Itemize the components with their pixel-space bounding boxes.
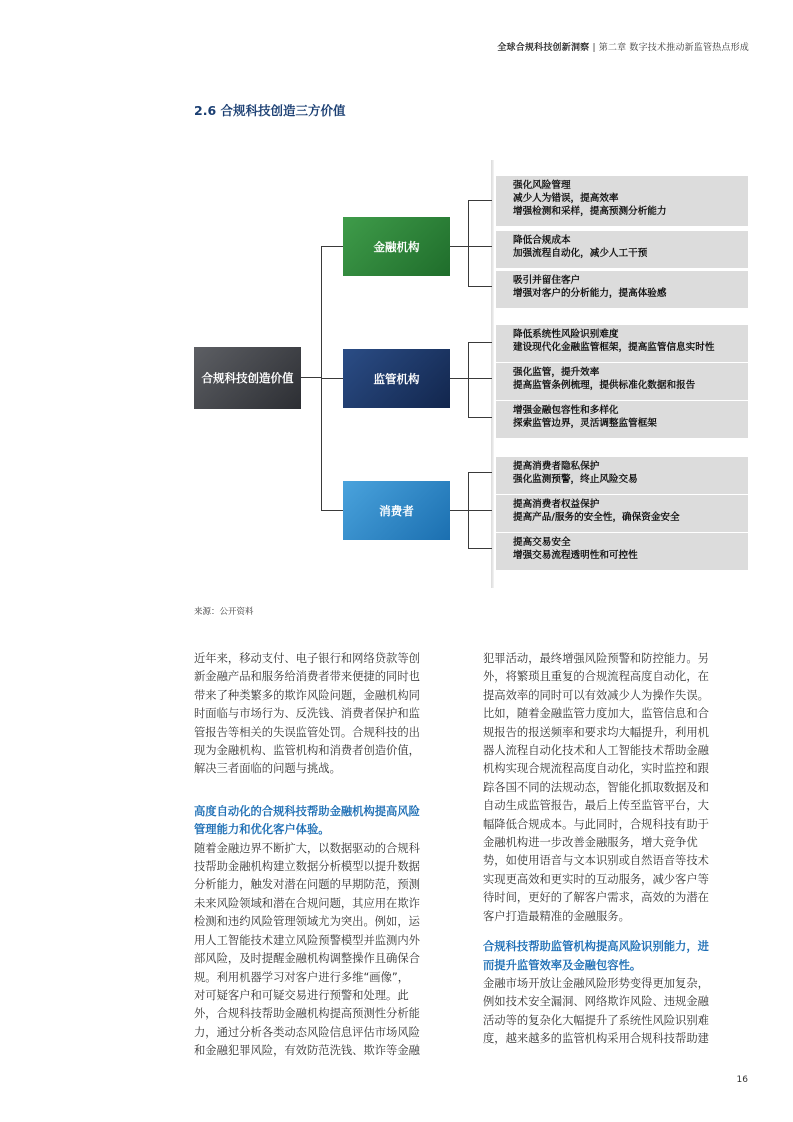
- paragraph: 近年来，移动支付、电子银行和网络贷款等创 新金融产品和服务给消费者带来便捷的同时也 带来了种类繁多的欺诈风险问题，金融机构同 时面临与市场行为、反洗钱、消费者保护和监 管报告等相关的失误监管处罚。合规科技的出 现为金融机构、监管机构和消费者创造价值， 解决三者面临的问题与挑战。: [194, 652, 420, 776]
- item-line: 提高交易安全: [513, 537, 571, 548]
- chapter-title: 第二章 数字技术推动新监管热点形成: [598, 43, 749, 53]
- item-line: 降低系统性风险识别难度: [513, 329, 619, 340]
- item-line: 加强流程自动化，减少人工干预: [513, 248, 648, 259]
- connector: [468, 548, 492, 549]
- item-line: 建设现代化金融监管框架，提高监管信息实时性: [513, 342, 715, 353]
- item-line: 吸引并留住客户: [513, 275, 581, 286]
- connector: [468, 510, 492, 511]
- value-item: [496, 457, 748, 494]
- item-line: 强化风险管理: [513, 180, 571, 191]
- connector: [468, 342, 492, 343]
- item-line: 提高产品/服务的安全性，确保资金安全: [513, 512, 680, 523]
- item-line: 减少人为错误，提高效率: [513, 193, 619, 204]
- value-item: [496, 231, 748, 268]
- connector: [468, 342, 469, 417]
- item-line: 强化监测预警，终止风险交易: [513, 474, 638, 485]
- root-node: 合规科技创造价值: [194, 347, 301, 409]
- item-line: 增强检测和采样，提高预测分析能力: [513, 206, 667, 217]
- connector: [321, 246, 343, 247]
- paragraph: 金融市场开放让金融风险形势变得更加复杂， 例如技术安全漏洞、网络欺诈风险、违规金融 活动等的复杂化大幅提升了系统性风险识别难 度，越来越多的监管机构采用合规科技帮助建: [483, 976, 709, 1046]
- connector: [468, 286, 492, 287]
- value-item: [496, 495, 748, 532]
- subheading: 高度自动化的合规科技帮助金融机构提高风险 管理能力和优化客户体验。: [194, 804, 420, 837]
- text-column-right: [483, 650, 737, 1049]
- connector: [321, 378, 343, 379]
- value-item: [496, 176, 748, 226]
- connector: [468, 378, 492, 379]
- connector: [450, 378, 468, 379]
- item-line: 提高监管条例梳理，提供标准化数据和报告: [513, 380, 696, 391]
- item-line: 增强交易流程透明性和可控性: [513, 550, 638, 561]
- branch-financial-institutions: 金融机构: [343, 217, 450, 276]
- connector: [468, 472, 492, 473]
- header-separator: |: [592, 43, 596, 53]
- connector: [468, 200, 492, 201]
- connector: [468, 417, 492, 418]
- subheading: 合规科技帮助监管机构提高风险识别能力，进 而提升监管效率及金融包容性。: [483, 940, 709, 972]
- value-item: [496, 325, 748, 362]
- item-line: 提高消费者权益保护: [513, 499, 600, 510]
- paragraph: 犯罪活动，最终增强风险预警和防控能力。另 外，将繁琐且重复的合规流程高度自动化，在 提高效率的同时可以有效减少人为操作失误。 比如，随着金融监管力度加大，监管信息和合 规报告的报送频率和要求均大幅提升，利用机 器人流程自动化技术和人工智能技术帮助金融 机构实现合规流程高度自动化，实时监控和跟 踪各国不同的法规动态，智能化抓取数据及和 自动生成监管报告，最后上传至监管平台，大 幅降低合规成本。与此同时，合规科技有助于 金融机构进一步改善金融服务，增大竞争优 势，如使用语音与文本识别或自然语音等技术 实现更高效和更实时的互动服务，减少客户等 待时间，更好的了解客户需求，高效的为潜在 客户打造最精准的金融服务。: [483, 652, 709, 923]
- running-header: [497, 40, 749, 53]
- value-item: [496, 533, 748, 570]
- section-title: 2.6 合规科技创造三方价值: [194, 103, 346, 118]
- item-line: 提高消费者隐私保护: [513, 461, 600, 472]
- value-item: [496, 401, 748, 438]
- diagram-spine: [491, 160, 494, 588]
- item-line: 强化监管，提升效率: [513, 367, 600, 378]
- branch-regulators: 监管机构: [343, 349, 450, 408]
- item-line: 增强对客户的分析能力，提高体验感: [513, 288, 667, 299]
- item-line: 探索监管边界，灵活调整监管框架: [513, 418, 657, 429]
- connector: [468, 246, 492, 247]
- item-line: 降低合规成本: [513, 235, 571, 246]
- connector: [321, 510, 343, 511]
- text-column-left: [194, 650, 448, 1061]
- item-line: 增强金融包容性和多样化: [513, 405, 619, 416]
- connector: [301, 377, 322, 378]
- value-item: [496, 271, 748, 308]
- source-note: 来源：公开资料: [194, 607, 254, 617]
- page-number: 16: [736, 1075, 748, 1085]
- connector: [450, 246, 468, 247]
- paragraph: 随着金融边界不断扩大，以数据驱动的合规科 技帮助金融机构建立数据分析模型以提升数据 分析能力，触发对潜在问题的早期防范，预测 未来风险领域和潜在合规问题，其应用在欺诈 检测和违约风险管理领域尤为突出。例如，运 用人工智能技术建立风险预警模型并监测内外 部风险，及时提醒金融机构调整操作且确保合 规。利用机器学习对客户进行多维“画像”， 对可疑客户和可疑交易进行预警和处理。此 外，合规科技帮助金融机构提高预测性分析能 力，通过分析各类动态风险信息评估市场风险 和金融犯罪风险，有效防范洗钱、欺诈等金融: [194, 841, 420, 1058]
- connector: [450, 510, 468, 511]
- connector: [468, 200, 469, 286]
- report-title: 全球合规科技创新洞察: [497, 43, 590, 53]
- branch-consumers: 消费者: [343, 481, 450, 540]
- value-item: [496, 363, 748, 400]
